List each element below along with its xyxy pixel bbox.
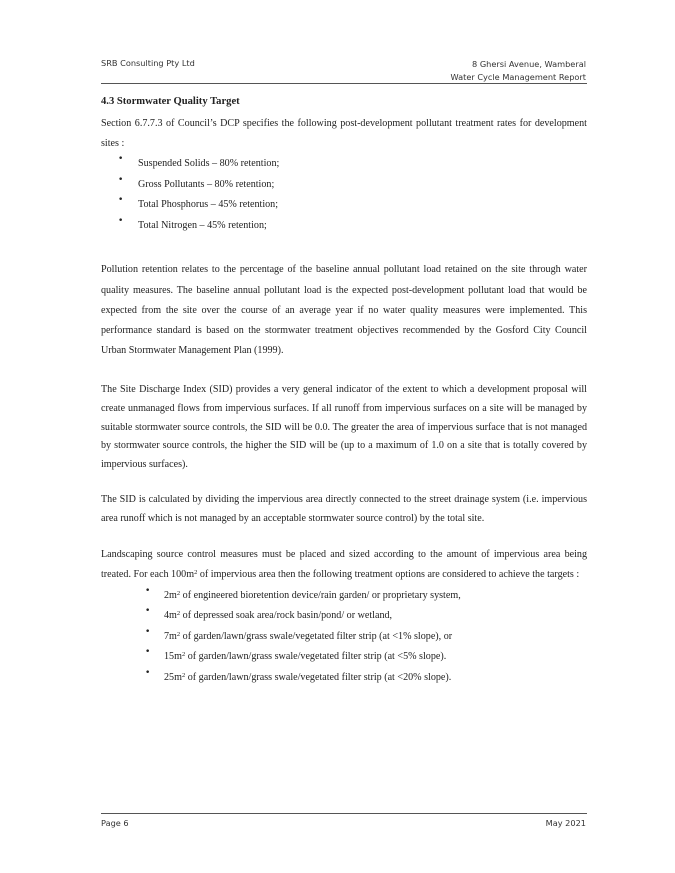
calc-paragraph: The SID is calculated by dividing the impervious area directly connected to the street drainage system (i.e. impervious area runoff which is not managed by an acceptable stormwater source control) by the total site. xyxy=(101,494,587,524)
list-item: • $7m^2$ of garden/lawn/grass swale/vegetated filter strip (at <1% slope), or xyxy=(145,626,453,642)
list-item: • Total Phosphorus – 45% retention; xyxy=(118,195,279,211)
option-list xyxy=(101,586,587,689)
bullet-icon: • xyxy=(145,626,151,637)
bullet-icon: • xyxy=(118,215,124,226)
header-report-title: Water Cycle Management Report xyxy=(450,72,586,82)
section-title: 4.3 Stormwater Quality Target xyxy=(101,96,240,107)
retention-paragraph: Pollution retention relates to the percentage of the baseline annual pollutant load retained on the site through water quality measures. The baseline annual pollutant load is the expected post-development pollutant load that would be expected from the site over the course of an average year if no water quality measures were implemented. This performance standard is based on the stormwater treatment objectives recommended by the Gosford City Council Urban Stormwater Management Plan (1999). xyxy=(101,264,587,357)
list-item: • Suspended Solids – 80% retention; xyxy=(118,154,280,170)
list-item: • $4m^2$ of depressed soak area/rock basin/pond/ or wetland, xyxy=(145,606,393,622)
page-number: Page 6 xyxy=(101,818,129,828)
bullet-icon: • xyxy=(145,667,151,678)
footer-rule xyxy=(101,813,587,814)
page-content xyxy=(101,96,587,688)
bullet-icon: • xyxy=(118,174,124,185)
list-item: • Gross Pollutants – 80% retention; xyxy=(118,174,275,190)
header-right xyxy=(451,58,586,84)
list-item: • Total Nitrogen – 45% retention; xyxy=(118,215,267,231)
list-item: • $2m^2$ of engineered bioretention device/rain garden/ or proprietary system, xyxy=(145,585,461,601)
bullet-icon: • xyxy=(118,154,124,165)
landscape-paragraph: Landscaping source control measures must be placed and sized according to the amount of impervious area being treated. For each $100m^2$ of impervious area then the following treatment options are considered to achieve the targets : xyxy=(101,548,587,580)
bullet-icon: • xyxy=(118,195,124,206)
list-item: • $15m^2$ of garden/lawn/grass swale/vegetated filter strip (at <5% slope). xyxy=(145,647,447,663)
bullet-icon: • xyxy=(145,606,151,617)
header-rule xyxy=(101,83,587,84)
target-list xyxy=(101,154,587,236)
bullet-icon: • xyxy=(145,585,151,596)
footer-date: May 2021 xyxy=(545,818,586,828)
bullet-icon: • xyxy=(145,647,151,658)
header-company: SRB Consulting Pty Ltd xyxy=(101,58,195,68)
header-address: 8 Ghersi Avenue, Wamberal xyxy=(472,59,586,69)
sid-paragraph: The Site Discharge Index (SID) provides a very general indicator of the extent to which a development proposal will create unmanaged flows from impervious surfaces. If all runoff from impervious surfaces on a site will be managed by suitable stormwater source controls, the SID will be 0.0. The greater the area of impervious surface that is not managed by stormwater source controls, the higher the SID will be (up to a maximum of 1.0 on a site that is totally covered by impervious surfaces). xyxy=(101,384,587,470)
list-item: • $25m^2$ of garden/lawn/grass swale/vegetated filter strip (at <20% slope). xyxy=(145,667,452,683)
intro-paragraph: Section 6.7.7.3 of Council’s DCP specifies the following post-development pollutant treatment rates for development sites : xyxy=(101,118,587,150)
